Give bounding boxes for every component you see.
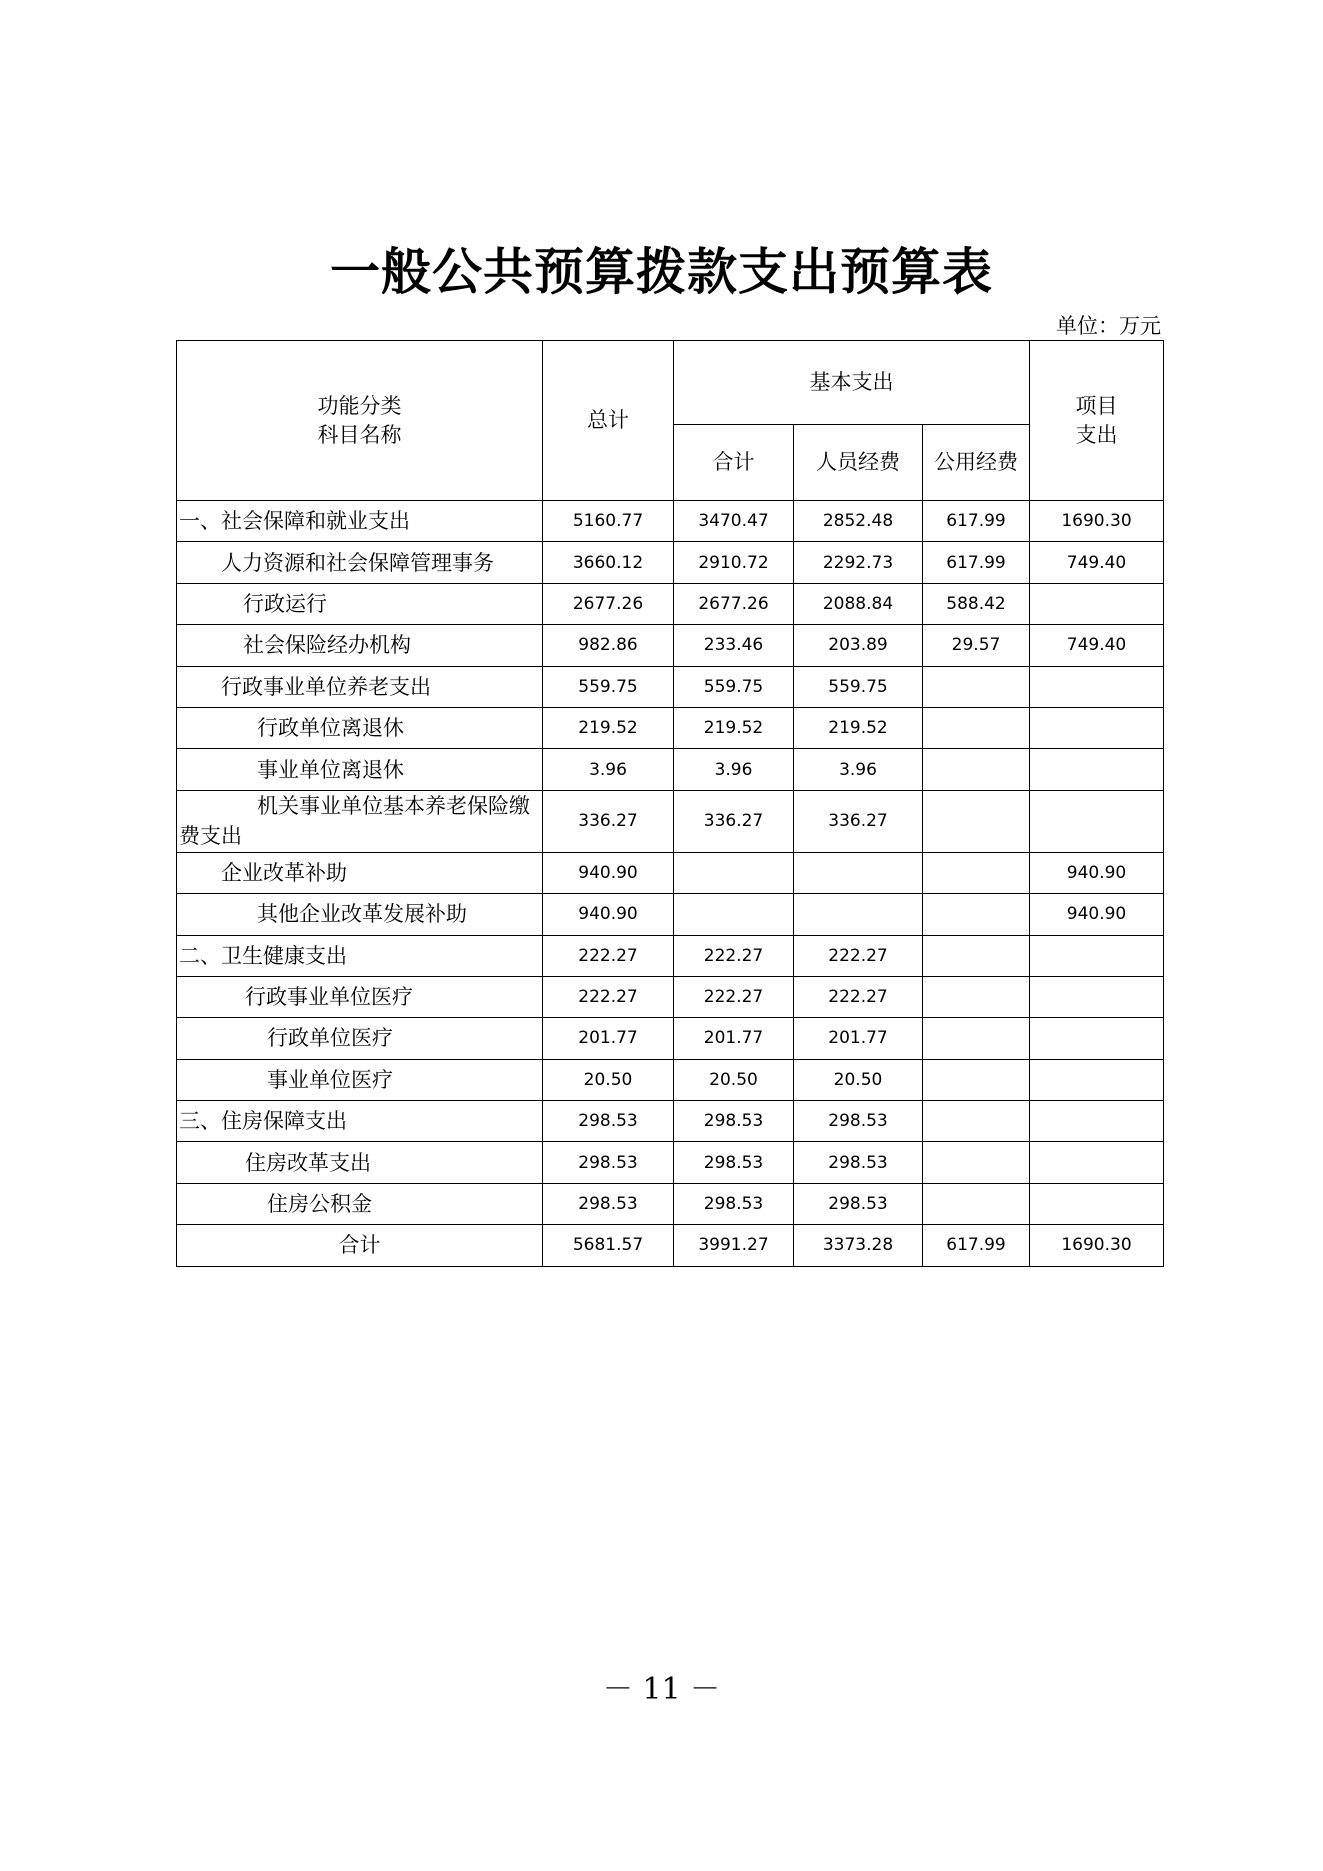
cell-public [923,790,1030,852]
cell-total: 940.90 [543,852,674,893]
cell-total: 3660.12 [543,542,674,583]
header-category-line2: 科目名称 [317,422,402,447]
cell-personnel: 20.50 [794,1059,923,1100]
cell-public [923,1059,1030,1100]
cell-public [923,749,1030,790]
header-total: 总计 [543,341,674,501]
row-name: 事业单位医疗 [177,1059,543,1100]
cell-total: 222.27 [543,935,674,976]
cell-personnel: 559.75 [794,666,923,707]
cell-total: 336.27 [543,790,674,852]
cell-basic-sum: 298.53 [674,1142,794,1183]
table-row [177,542,1164,583]
row-name: 社会保险经办机构 [177,625,543,666]
cell-basic-sum [674,894,794,935]
table-row [177,625,1164,666]
cell-public [923,666,1030,707]
header-category-line1: 功能分类 [317,393,402,418]
row-name: 企业改革补助 [177,852,543,893]
total-row [177,1225,1164,1266]
row-name: 机关事业单位基本养老保险缴费支出 [177,790,543,852]
cell-project: 1690.30 [1030,501,1164,542]
cell-public [923,894,1030,935]
cell-public [923,1018,1030,1059]
cell-project [1030,790,1164,852]
cell-personnel [794,894,923,935]
row-name: 住房公积金 [177,1183,543,1224]
table-row [177,1059,1164,1100]
cell-basic-sum: 298.53 [674,1101,794,1142]
header-project [1030,341,1164,501]
header-row-1 [177,341,1164,425]
row-name: 行政事业单位医疗 [177,976,543,1017]
cell-total: 3.96 [543,749,674,790]
cell-public [923,1183,1030,1224]
cell-basic-sum: 20.50 [674,1059,794,1100]
table-row [177,1183,1164,1224]
cell-project [1030,666,1164,707]
cell-public: 29.57 [923,625,1030,666]
cell-personnel: 298.53 [794,1101,923,1142]
cell-public: 617.99 [923,1225,1030,1266]
budget-table [176,340,1164,1267]
cell-project: 749.40 [1030,542,1164,583]
row-name: 住房改革支出 [177,1142,543,1183]
cell-personnel [794,852,923,893]
cell-project [1030,1101,1164,1142]
cell-basic-sum: 219.52 [674,707,794,748]
cell-public: 617.99 [923,501,1030,542]
cell-personnel: 219.52 [794,707,923,748]
cell-personnel: 298.53 [794,1183,923,1224]
cell-personnel: 222.27 [794,976,923,1017]
row-name: 行政事业单位养老支出 [177,666,543,707]
cell-basic-sum: 3991.27 [674,1225,794,1266]
cell-basic-sum: 233.46 [674,625,794,666]
cell-total: 5681.57 [543,1225,674,1266]
cell-basic-sum: 2677.26 [674,583,794,624]
header-project-line1: 项目 [1075,393,1118,418]
cell-project: 940.90 [1030,852,1164,893]
header-category [177,341,543,501]
cell-basic-sum: 3470.47 [674,501,794,542]
cell-public [923,935,1030,976]
cell-total: 20.50 [543,1059,674,1100]
cell-personnel: 201.77 [794,1018,923,1059]
cell-basic-sum: 559.75 [674,666,794,707]
cell-total: 2677.26 [543,583,674,624]
cell-personnel: 2292.73 [794,542,923,583]
cell-personnel: 336.27 [794,790,923,852]
table-row [177,749,1164,790]
cell-total: 982.86 [543,625,674,666]
cell-project [1030,935,1164,976]
table-row [177,894,1164,935]
cell-total: 222.27 [543,976,674,1017]
cell-basic-sum: 3.96 [674,749,794,790]
cell-basic-sum: 298.53 [674,1183,794,1224]
row-name: 其他企业改革发展补助 [177,894,543,935]
header-personnel: 人员经费 [794,425,923,501]
table-row [177,1018,1164,1059]
total-row-name: 合计 [177,1225,543,1266]
table-row [177,790,1164,852]
cell-public [923,852,1030,893]
cell-public [923,976,1030,1017]
cell-project: 1690.30 [1030,1225,1164,1266]
cell-project [1030,749,1164,790]
cell-project [1030,583,1164,624]
header-project-line2: 支出 [1075,422,1118,447]
cell-personnel: 3.96 [794,749,923,790]
cell-personnel: 2852.48 [794,501,923,542]
header-public: 公用经费 [923,425,1030,501]
row-name: 行政单位离退休 [177,707,543,748]
page-number: － 11 － [602,1672,721,1707]
cell-total: 219.52 [543,707,674,748]
row-name: 人力资源和社会保障管理事务 [177,542,543,583]
table-row [177,976,1164,1017]
cell-public: 617.99 [923,542,1030,583]
cell-public: 588.42 [923,583,1030,624]
cell-total: 298.53 [543,1183,674,1224]
cell-public [923,707,1030,748]
cell-project: 940.90 [1030,894,1164,935]
table-row [177,666,1164,707]
cell-total: 298.53 [543,1101,674,1142]
cell-total: 940.90 [543,894,674,935]
cell-project: 749.40 [1030,625,1164,666]
page-title: 一般公共预算拨款支出预算表 [330,242,993,301]
cell-total: 201.77 [543,1018,674,1059]
row-name: 三、住房保障支出 [177,1101,543,1142]
cell-public [923,1142,1030,1183]
table-row [177,935,1164,976]
cell-basic-sum: 336.27 [674,790,794,852]
cell-personnel: 203.89 [794,625,923,666]
table-row [177,852,1164,893]
cell-project [1030,976,1164,1017]
row-name: 一、社会保障和就业支出 [177,501,543,542]
cell-project [1030,1059,1164,1100]
cell-project [1030,1183,1164,1224]
cell-total: 5160.77 [543,501,674,542]
row-name: 行政运行 [177,583,543,624]
header-basic-sum: 合计 [674,425,794,501]
cell-public [923,1101,1030,1142]
cell-total: 559.75 [543,666,674,707]
cell-basic-sum: 2910.72 [674,542,794,583]
table-row [177,707,1164,748]
cell-project [1030,707,1164,748]
header-basic: 基本支出 [674,341,1030,425]
table-row [177,583,1164,624]
unit-label: 单位：万元 [1056,314,1161,338]
cell-personnel: 3373.28 [794,1225,923,1266]
table-row [177,1101,1164,1142]
cell-project [1030,1142,1164,1183]
cell-basic-sum: 222.27 [674,976,794,1017]
cell-total: 298.53 [543,1142,674,1183]
table-row [177,501,1164,542]
cell-personnel: 222.27 [794,935,923,976]
cell-basic-sum [674,852,794,893]
cell-basic-sum: 201.77 [674,1018,794,1059]
cell-basic-sum: 222.27 [674,935,794,976]
row-name: 行政单位医疗 [177,1018,543,1059]
row-name: 二、卫生健康支出 [177,935,543,976]
cell-personnel: 298.53 [794,1142,923,1183]
row-name: 事业单位离退休 [177,749,543,790]
cell-personnel: 2088.84 [794,583,923,624]
table-row [177,1142,1164,1183]
cell-project [1030,1018,1164,1059]
